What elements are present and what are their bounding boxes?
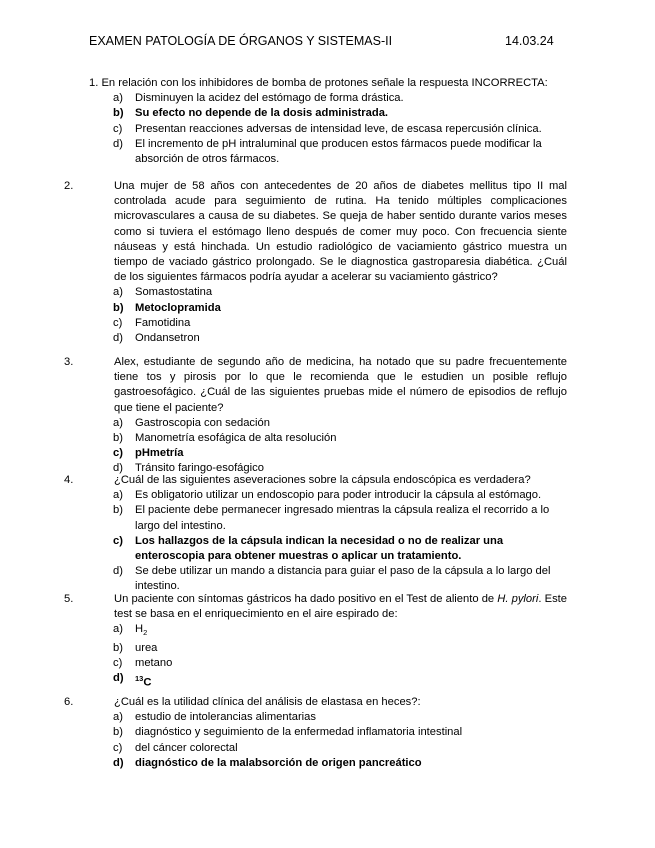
question-1: [89, 76, 567, 167]
option-a: a) Gastroscopia con sedación: [113, 416, 270, 429]
option-b-correct: b) Metoclopramida: [113, 301, 221, 314]
question-number: 4.: [64, 474, 74, 486]
question-number: 1.: [89, 77, 99, 89]
question-stem: 1. En relación con los inhibidores de bomba de protones señale la respuesta INCORRECTA:: [89, 77, 548, 89]
question-number: 5.: [64, 593, 74, 605]
option-d: d) Se debe utilizar un mando a distancia para guiar el paso de la cápsula a lo largo del intestino.: [113, 565, 551, 593]
question-2: [64, 179, 567, 346]
question-stem: 5. Un paciente con síntomas gástricos ha dado positivo en el Test de aliento de H. pylori. Este test se basa en el enriquecimiento en el aire espirado de:: [64, 593, 567, 621]
option-b: b) diagnóstico y seguimiento de la enfermedad inflamatoria intestinal: [113, 726, 463, 739]
question-5: [64, 592, 567, 691]
question-stem: 3. Alex, estudiante de segundo año de medicina, ha notado que su padre frecuentemente tiene tos y pirosis por lo que le recomienda que le estudien un posible reflujo gastroesofágico. ¿Cuál de las siguientes pruebas mide el número de episodios de reflujo que tiene el paciente?: [64, 356, 567, 414]
question-4: [64, 473, 567, 595]
option-b-correct: b) Su efecto no depende de la dosis administrada.: [113, 107, 389, 120]
option-d: d) El incremento de pH intraluminal que producen estos fármacos puede modificar la absorción de otros fármacos.: [113, 137, 542, 166]
option-a: a) $H_2$: [113, 623, 148, 638]
option-c: c) metano: [113, 657, 173, 670]
option-d: d) Tránsito faringo-esofágico: [113, 462, 264, 475]
question-3: [64, 355, 567, 477]
option-c: c) Famotidina: [113, 316, 191, 329]
question-number: 6.: [64, 696, 74, 708]
question-number: 3.: [64, 356, 74, 368]
option-a: a) estudio de intolerancias alimentarias: [113, 711, 316, 724]
option-b: b) El paciente debe permanecer ingresado mientras la cápsula realiza el recorrido a lo largo del intestino.: [113, 504, 550, 532]
option-b: b) Manometría esofágica de alta resolución: [113, 432, 337, 445]
option-c-correct: c) pHmetría: [113, 447, 184, 460]
option-d-correct: d) $^{13}$C: [113, 672, 152, 689]
question-stem: 2. Una mujer de 58 años con antecedentes de 20 años de diabetes mellitus tipo II mal controlada acude para seguimiento de rutina. Ha tenido múltiples complicaciones microvasculares a causa de su diabetes. Se queja de haber sentido durante varios meses como si tuviera el estómago lleno después de comer muy poco. Con frecuencia siente náuseas y está hinchada. Un estudio radiológico de vaciamiento gástrico muestra un tiempo de vaciado gástrico prolongado. Se le diagnostica gastroparesia diabética. ¿Cuál de los siguientes fármacos podría ayudar a acelerar su vaciamiento gástrico?: [64, 180, 567, 284]
question-stem: 4. ¿Cuál de las siguientes aseveraciones sobre la cápsula endoscópica es verdadera?: [89, 473, 567, 488]
exam-date: 14.03.24: [505, 34, 554, 48]
option-a: a) Somastostatina: [113, 286, 213, 299]
option-b: b) urea: [113, 641, 158, 654]
option-a: a) Disminuyen la acidez del estómago de forma drástica.: [113, 92, 404, 105]
option-a: a) Es obligatorio utilizar un endoscopio para poder introducir la cápsula al estómago.: [113, 489, 542, 502]
exam-title: EXAMEN PATOLOGÍA DE ÓRGANOS Y SISTEMAS-II: [89, 34, 393, 48]
option-c-correct: c) Los hallazgos de la cápsula indican la necesidad o no de realizar una enteroscopia para obtener muestras o aplicar un tratamiento.: [113, 534, 504, 563]
option-d-correct: d) diagnóstico de la malabsorción de origen pancreático: [113, 756, 422, 769]
option-c: c) Presentan reacciones adversas de intensidad leve, de escasa repercusión clínica.: [113, 122, 542, 135]
option-d: d) Ondansetron: [113, 332, 200, 345]
option-c: c) del cáncer colorectal: [113, 741, 238, 754]
question-stem: 6. ¿Cuál es la utilidad clínica del análisis de elastasa en heces?:: [89, 695, 567, 710]
question-number: 2.: [64, 180, 74, 192]
question-6: [64, 695, 567, 771]
